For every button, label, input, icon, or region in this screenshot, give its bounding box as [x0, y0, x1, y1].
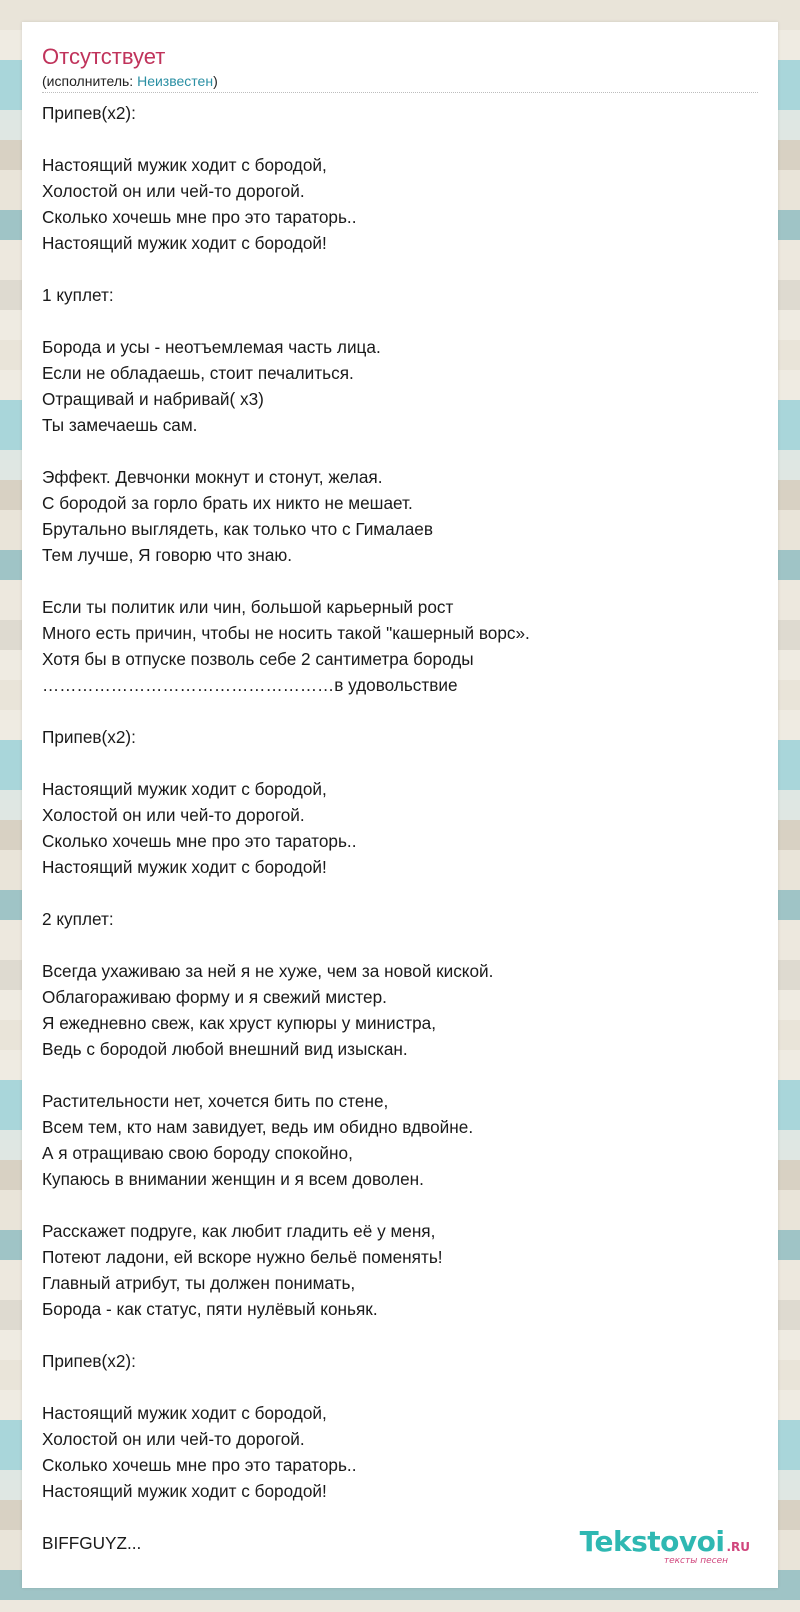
logo-tagline: тексты песен: [663, 1556, 728, 1566]
lyric-line: ……………………………………………в удовольствие: [42, 675, 458, 695]
lyric-line: Тем лучше, Я говорю что знаю.: [42, 545, 293, 565]
lyric-line: Всем тем, кто нам завидует, ведь им обидно вдвойне.: [42, 1117, 474, 1137]
lyric-line: [42, 750, 758, 776]
lyric-line: [42, 880, 758, 906]
lyric-line: С бородой за горло брать их никто не мешает.: [42, 493, 413, 513]
lyrics-text: [42, 100, 758, 1556]
lyric-line: [42, 698, 758, 724]
lyric-line: Припев(х2):: [42, 103, 136, 123]
lyric-line: Много есть причин, чтобы не носить такой "кашерный ворс».: [42, 623, 530, 643]
lyric-line: Настоящий мужик ходит с бородой,: [42, 779, 327, 799]
lyric-line: Сколько хочешь мне про это тараторь..: [42, 207, 357, 227]
lyric-line: Если не обладаешь, стоит печалиться.: [42, 363, 354, 383]
artist-line: [42, 72, 218, 90]
lyric-line: Холостой он или чей-то дорогой.: [42, 181, 305, 201]
artist-link[interactable]: Неизвестен: [137, 73, 214, 89]
song-title: Отсутствует: [42, 44, 166, 69]
logo-tld: .RU: [726, 1540, 750, 1554]
lyric-line: А я отращиваю свою бороду спокойно,: [42, 1143, 353, 1163]
lyric-line: Борода и усы - неотъемлемая часть лица.: [42, 337, 381, 357]
lyric-line: [42, 308, 758, 334]
lyric-line: [42, 1062, 758, 1088]
lyric-line: Холостой он или чей-то дорогой.: [42, 805, 305, 825]
lyric-line: Брутально выглядеть, как только что с Гималаев: [42, 519, 433, 539]
lyric-line: Потеют ладони, ей вскоре нужно бельё поменять!: [42, 1247, 443, 1267]
site-logo[interactable]: [579, 1525, 750, 1566]
lyric-line: Настоящий мужик ходит с бородой!: [42, 1481, 327, 1501]
lyric-line: 2 куплет:: [42, 909, 114, 929]
lyric-line: [42, 568, 758, 594]
lyric-line: Если ты политик или чин, большой карьерный рост: [42, 597, 454, 617]
artist-prefix: (исполнитель:: [42, 73, 138, 89]
lyric-line: Настоящий мужик ходит с бородой,: [42, 1403, 327, 1423]
lyric-line: Эффект. Девчонки мокнут и стонут, желая.: [42, 467, 383, 487]
lyric-line: Настоящий мужик ходит с бородой,: [42, 155, 327, 175]
lyric-line: Ведь с бородой любой внешний вид изыскан.: [42, 1039, 408, 1059]
lyric-line: [42, 256, 758, 282]
lyric-line: Я ежедневно свеж, как хруст купюры у министра,: [42, 1013, 436, 1033]
lyric-line: Отращивай и набривай( х3): [42, 389, 264, 409]
lyric-line: Сколько хочешь мне про это тараторь..: [42, 831, 357, 851]
lyric-line: Всегда ухаживаю за ней я не хуже, чем за новой киской.: [42, 961, 494, 981]
lyric-line: [42, 1374, 758, 1400]
lyric-line: Хотя бы в отпуске позволь себе 2 сантиметра бороды: [42, 649, 474, 669]
lyric-line: Главный атрибут, ты должен понимать,: [42, 1273, 356, 1293]
lyric-line: Настоящий мужик ходит с бородой!: [42, 233, 327, 253]
lyric-line: Растительности нет, хочется бить по стене,: [42, 1091, 389, 1111]
lyric-line: Припев(х2):: [42, 727, 136, 747]
lyric-line: 1 куплет:: [42, 285, 114, 305]
lyric-line: Ты замечаешь сам.: [42, 415, 198, 435]
lyric-line: [42, 438, 758, 464]
artist-suffix: ): [213, 73, 218, 89]
lyric-line: Борода - как статус, пяти нулёвый коньяк.: [42, 1299, 378, 1319]
lyrics-card: [22, 22, 778, 1588]
lyric-line: Холостой он или чей-то дорогой.: [42, 1429, 305, 1449]
lyric-line: Сколько хочешь мне про это тараторь..: [42, 1455, 357, 1475]
lyric-line: [42, 1322, 758, 1348]
lyric-line: BIFFGUYZ...: [42, 1533, 142, 1553]
lyric-line: [42, 932, 758, 958]
lyric-line: Облагораживаю форму и я свежий мистер.: [42, 987, 387, 1007]
lyric-line: Припев(х2):: [42, 1351, 136, 1371]
lyric-line: [42, 1192, 758, 1218]
logo-wordmark: Tekstovoi: [579, 1525, 725, 1558]
lyric-line: Купаюсь в внимании женщин и я всем доволен.: [42, 1169, 424, 1189]
lyric-line: Настоящий мужик ходит с бородой!: [42, 857, 327, 877]
lyric-line: [42, 126, 758, 152]
lyric-line: Расскажет подруге, как любит гладить её у меня,: [42, 1221, 436, 1241]
title-divider: [42, 92, 758, 93]
